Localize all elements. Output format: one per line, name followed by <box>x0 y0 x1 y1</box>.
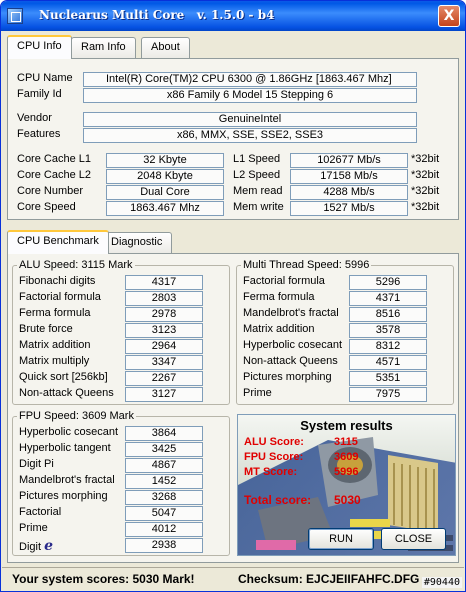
system-score-text: Your system scores: 5030 Mark! <box>12 572 195 586</box>
fpu-row-value: 3864 <box>125 426 203 441</box>
alu-row-label: Quick sort [256kb] <box>19 371 108 383</box>
alu-row-value: 3123 <box>125 323 203 338</box>
system-results-title: System results <box>300 418 393 433</box>
core-cache-l2-value: 2048 Kbyte <box>106 169 224 184</box>
alu-row-label: Brute force <box>19 323 73 335</box>
fpu-row-value: 4867 <box>125 458 203 473</box>
fpu-row-value: 3425 <box>125 442 203 457</box>
alu-row-label: Fibonachi digits <box>19 275 96 287</box>
alu-speed-title: ALU Speed: 3115 Mark <box>19 259 133 271</box>
window-title: Nuclearus Multi Core v. 1.5.0 - b4 <box>39 8 275 22</box>
mt-row-value: 5351 <box>349 371 427 386</box>
family-id-label: Family Id <box>17 88 62 100</box>
mt-row-value: 4571 <box>349 355 427 370</box>
alu-group <box>12 259 230 405</box>
euler-e-glyph: e <box>44 538 53 554</box>
mt-row-label: Hyperbolic cosecant <box>243 339 343 351</box>
fpu-row-value: 4012 <box>125 522 203 537</box>
status-bar <box>2 567 464 591</box>
alu-row-value: 2803 <box>125 291 203 306</box>
image-watermark: #90440 <box>423 577 460 588</box>
mt-row-label: Factorial formula <box>243 275 325 287</box>
family-id-value: x86 Family 6 Model 15 Stepping 6 <box>83 88 417 103</box>
digit-label: Digit <box>19 541 42 553</box>
fpu-row-label: Factorial <box>19 506 62 518</box>
l1-speed-value: 102677 Mb/s <box>290 153 408 168</box>
alu-row-value: 2267 <box>125 371 203 386</box>
mt-row-label: Non-attack Queens <box>243 355 338 367</box>
title-bar[interactable] <box>1 1 465 31</box>
app-icon <box>7 8 23 24</box>
run-button[interactable]: RUN <box>308 528 374 550</box>
core-number-value: Dual Core <box>106 185 224 200</box>
mem-write-label: Mem write <box>233 201 284 213</box>
core-cache-l1-label: Core Cache L1 <box>17 153 91 165</box>
fpu-row-label: Hyperbolic cosecant <box>19 426 119 438</box>
fpu-score-label: FPU Score: <box>244 451 304 463</box>
alu-row-label: Matrix addition <box>19 339 91 351</box>
alu-row-label: Ferma formula <box>19 307 91 319</box>
fpu-row-value: 2938 <box>125 538 203 553</box>
fpu-group <box>12 410 230 556</box>
mt-row-value: 8516 <box>349 307 427 322</box>
cpu-info-panel <box>7 58 459 220</box>
cpu-name-label: CPU Name <box>17 72 73 84</box>
fpu-row-value: 3268 <box>125 490 203 505</box>
fpu-row-value: 5047 <box>125 506 203 521</box>
fpu-speed-title: FPU Speed: 3609 Mark <box>19 410 134 422</box>
close-button[interactable]: CLOSE <box>381 528 446 550</box>
core-speed-label: Core Speed <box>17 201 76 213</box>
l2-speed-label: L2 Speed <box>233 169 281 181</box>
mt-row-label: Mandelbrot's fractal <box>243 307 339 319</box>
mem-read-bitness: *32bit <box>411 185 440 197</box>
vendor-value: GenuineIntel <box>83 112 417 127</box>
core-cache-l2-label: Core Cache L2 <box>17 169 91 181</box>
mt-row-value: 3578 <box>349 323 427 338</box>
mt-row-value: 8312 <box>349 339 427 354</box>
tab-about[interactable]: About <box>141 37 190 58</box>
fpu-row-label: Digit Pi <box>19 458 54 470</box>
mt-row-label: Pictures morphing <box>243 371 332 383</box>
tab-cpu-benchmark[interactable]: CPU Benchmark <box>7 230 109 254</box>
mem-read-label: Mem read <box>233 185 283 197</box>
mt-row-value: 4371 <box>349 291 427 306</box>
mem-write-value: 1527 Mb/s <box>290 201 408 216</box>
alu-row-label: Matrix multiply <box>19 355 90 367</box>
l2-speed-value: 17158 Mb/s <box>290 169 408 184</box>
fpu-score-value: 3609 <box>334 451 359 463</box>
alu-row-value: 3127 <box>125 387 203 402</box>
alu-row-label: Factorial formula <box>19 291 101 303</box>
fpu-row-label <box>19 538 53 554</box>
features-label: Features <box>17 128 61 140</box>
tab-ram-info[interactable]: Ram Info <box>71 37 136 58</box>
mt-row-label: Ferma formula <box>243 291 315 303</box>
core-cache-l1-value: 32 Kbyte <box>106 153 224 168</box>
total-score-label: Total score: <box>244 493 312 507</box>
l2-speed-bitness: *32bit <box>411 169 440 181</box>
fpu-row-label: Prime <box>19 522 48 534</box>
alu-row-value: 3347 <box>125 355 203 370</box>
alu-score-label: ALU Score: <box>244 436 304 448</box>
mem-write-bitness: *32bit <box>411 201 440 213</box>
mt-row-label: Matrix addition <box>243 323 315 335</box>
vendor-label: Vendor <box>17 112 52 124</box>
close-window-button[interactable]: X <box>438 5 460 27</box>
system-results-panel <box>237 414 456 556</box>
multi-thread-speed-title: Multi Thread Speed: 5996 <box>243 259 370 271</box>
mt-row-value: 5296 <box>349 275 427 290</box>
l1-speed-label: L1 Speed <box>233 153 281 165</box>
mt-row-label: Prime <box>243 387 272 399</box>
checksum-text: Checksum: EJCJEIIFAHFC.DFG <box>238 572 420 586</box>
tab-cpu-info[interactable]: CPU Info <box>7 35 72 59</box>
tab-diagnostic[interactable]: Diagnostic <box>101 232 172 253</box>
l1-speed-bitness: *32bit <box>411 153 440 165</box>
core-number-label: Core Number <box>17 185 84 197</box>
alu-row-value: 2978 <box>125 307 203 322</box>
mem-read-value: 4288 Mb/s <box>290 185 408 200</box>
alu-score-value: 3115 <box>334 436 358 448</box>
cpu-name-value: Intel(R) Core(TM)2 CPU 6300 @ 1.86GHz [1863.467 Mhz] <box>83 72 417 87</box>
fpu-row-value: 1452 <box>125 474 203 489</box>
mt-score-value: 5996 <box>334 466 359 478</box>
alu-row-label: Non-attack Queens <box>19 387 114 399</box>
core-speed-value: 1863.467 Mhz <box>106 201 224 216</box>
multi-thread-group <box>236 259 454 405</box>
total-score-value: 5030 <box>334 493 361 507</box>
features-value: x86, MMX, SSE, SSE2, SSE3 <box>83 128 417 143</box>
mt-row-value: 7975 <box>349 387 427 402</box>
alu-row-value: 4317 <box>125 275 203 290</box>
fpu-row-label: Hyperbolic tangent <box>19 442 111 454</box>
mt-score-label: MT Score: <box>244 466 298 478</box>
fpu-row-label: Mandelbrot's fractal <box>19 474 115 486</box>
alu-row-value: 2964 <box>125 339 203 354</box>
fpu-row-label: Pictures morphing <box>19 490 108 502</box>
